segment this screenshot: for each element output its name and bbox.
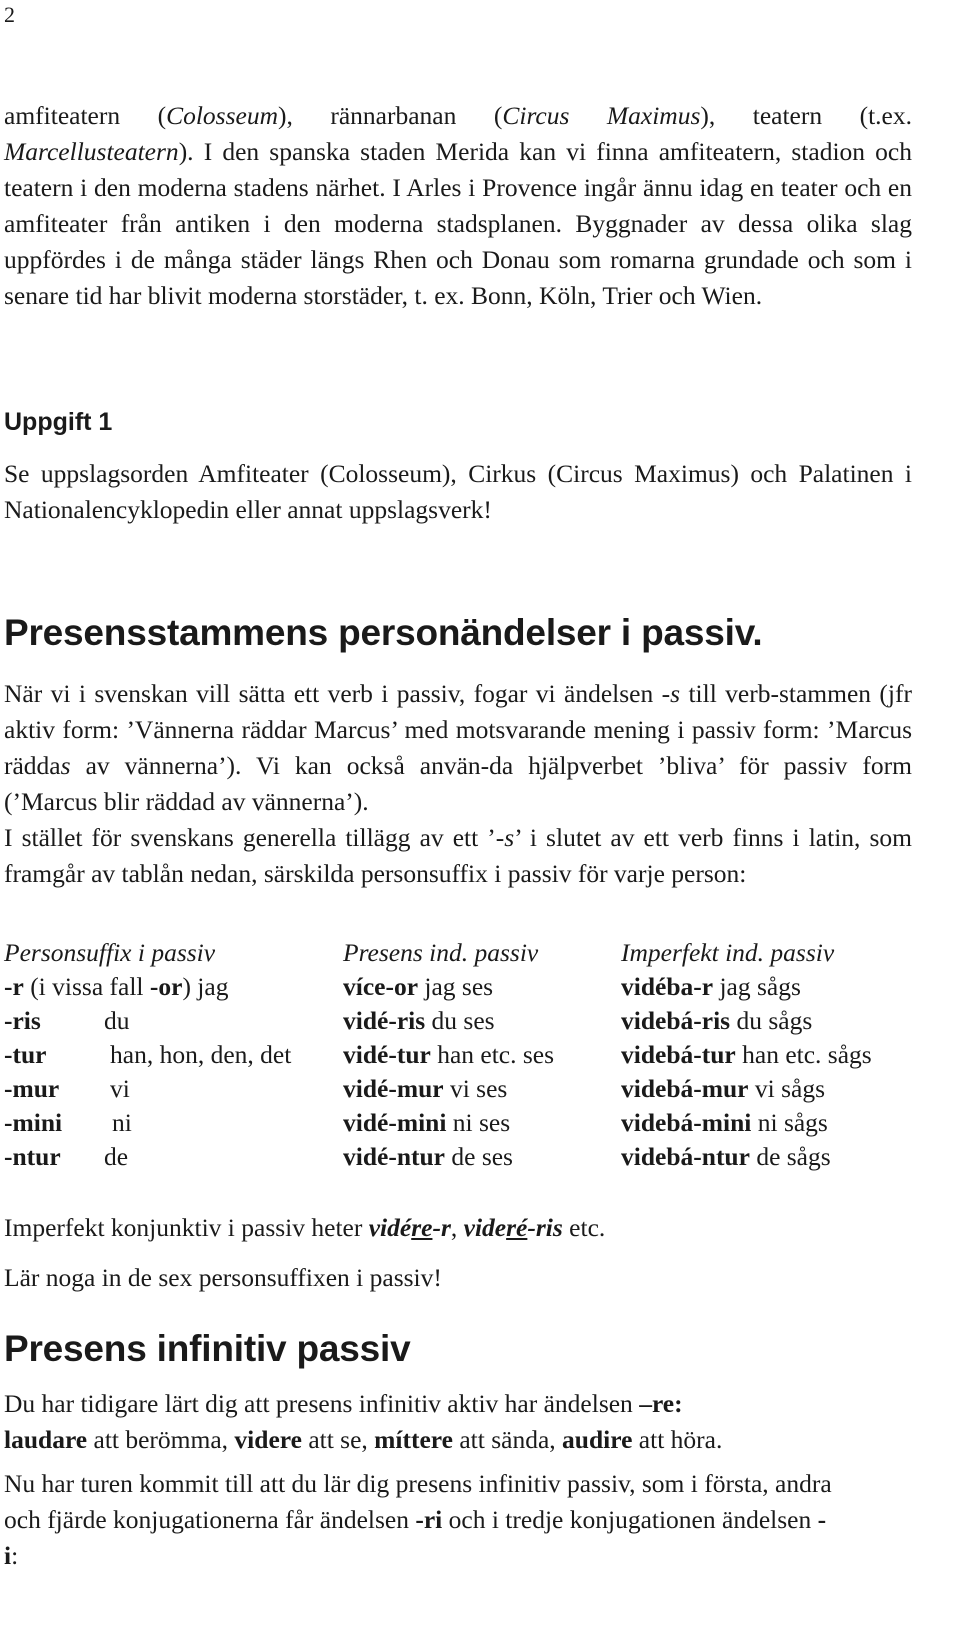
table-header: Imperfekt ind. passiv bbox=[621, 938, 835, 967]
suffix: -tur bbox=[4, 1040, 47, 1069]
suffix: -mini bbox=[4, 1108, 63, 1137]
infinitive-text: : bbox=[11, 1541, 19, 1570]
present-cell bbox=[343, 1006, 495, 1036]
intro-text: ), teatern (t.ex. bbox=[700, 101, 912, 130]
suffix-meaning: ni bbox=[112, 1108, 132, 1137]
intro-colosseum: Colosseum bbox=[166, 101, 279, 130]
suffix-cell bbox=[4, 1040, 46, 1070]
verb-videre: videre bbox=[234, 1425, 302, 1454]
konjunktiv-text: , bbox=[450, 1213, 464, 1242]
verb-translation: att sända, bbox=[452, 1425, 563, 1454]
uppgift-heading: Uppgift 1 bbox=[4, 408, 113, 436]
passive-text: av vännerna’). Vi kan också använ-da hjälpverbet ’bliva’ för passiv form (’Marcus blir räddad av vännerna’). bbox=[4, 751, 912, 816]
suffix-cell bbox=[4, 1074, 59, 1104]
infinitive-text: Nu har turen kommit till att du lär dig presens infinitiv passiv, som i första, andra och fjärde konjugationerna får ändelsen bbox=[4, 1469, 832, 1534]
suffix-intro-paragraph bbox=[4, 820, 912, 892]
imperfect-translation: han etc. sågs bbox=[735, 1040, 872, 1069]
passive-s: s bbox=[60, 751, 71, 780]
suffix-alt: -or bbox=[149, 972, 183, 1001]
suffix-text: I stället för svenskans generella tillägg av ett ’- bbox=[4, 823, 505, 852]
imperfect-form: videbá-mur bbox=[621, 1074, 749, 1103]
verb-translation: att se, bbox=[301, 1425, 375, 1454]
imperfect-cell bbox=[621, 1074, 825, 1104]
present-form: vidé-tur bbox=[343, 1040, 431, 1069]
passive-text: till verb-stammen (jfr aktiv form: ’Vännerna räddar Marcus’ med motsvarande mening i passiv form: ’Marcus rädda bbox=[4, 679, 912, 780]
suffix: -mur bbox=[4, 1074, 60, 1103]
suffix: -ntur bbox=[4, 1142, 61, 1171]
intro-text: ). I den spanska staden Merida kan vi finna amfiteatern, bbox=[178, 137, 782, 166]
present-form: více-or bbox=[343, 972, 419, 1001]
konjunktiv-text: Imperfekt konjunktiv i passiv heter bbox=[4, 1213, 369, 1242]
present-cell bbox=[343, 1074, 507, 1104]
present-cell bbox=[343, 972, 493, 1002]
table-header: Presens ind. passiv bbox=[343, 938, 539, 967]
konjunktiv-word: vidé bbox=[368, 1213, 412, 1242]
present-cell bbox=[343, 1040, 554, 1070]
present-cell bbox=[343, 1142, 513, 1172]
infinitive-ending: –re: bbox=[639, 1389, 683, 1418]
passive-intro-paragraph bbox=[4, 676, 912, 820]
passive-text: När vi i svenskan vill sätta ett verb i passiv, fogar vi ändelsen - bbox=[4, 679, 671, 708]
konjunktiv-line bbox=[4, 1210, 912, 1246]
present-translation: ni ses bbox=[446, 1108, 511, 1137]
section-heading-passive-suffixes: Presensstammens personändelser i passiv. bbox=[4, 612, 763, 653]
konjunktiv-word: -r bbox=[432, 1213, 451, 1242]
intro-text: stadion och teatern i den moderna stadens närhet. I Arles i Provence ingår ännu idag en teater och en amfiteater från antiken i den moderna stadsplanen. Byggnader av dessa olika slag uppfördes i de många städer längs Rhen och Donau som romarna grundade och som i senare tid har blivit moderna storstäder, t. ex. Bonn, Köln, Trier och Wien. bbox=[4, 137, 913, 310]
learn-line: Lär noga in de sex personsuffixen i passiv! bbox=[4, 1263, 442, 1292]
infinitive-text: och i tredje konjugationen ändelsen bbox=[442, 1505, 818, 1534]
imperfect-cell bbox=[621, 972, 801, 1002]
suffix-text: ’ i slutet av ett verb finns i latin, som framgår av tablån nedan, särskilda personsuffix i passiv för varje person: bbox=[4, 823, 912, 888]
suffix-cell bbox=[4, 1108, 62, 1138]
imperfect-cell bbox=[621, 1142, 831, 1172]
infinitive-passive-paragraph bbox=[4, 1466, 834, 1574]
present-cell bbox=[343, 1108, 510, 1138]
imperfect-form: videbá-ris bbox=[621, 1006, 731, 1035]
table-header: Personsuffix i passiv bbox=[4, 938, 216, 967]
suffix-cell bbox=[4, 1006, 41, 1036]
infinitive-ending-i: -i bbox=[4, 1505, 827, 1570]
imperfect-cell bbox=[621, 1108, 828, 1138]
konjunktiv-underlined: re bbox=[411, 1213, 433, 1242]
present-form: vidé-mur bbox=[343, 1074, 444, 1103]
imperfect-cell bbox=[621, 1040, 872, 1070]
verb-translation: att berömma, bbox=[87, 1425, 235, 1454]
imperfect-form: videbá-ntur bbox=[621, 1142, 750, 1171]
imperfect-translation: de sågs bbox=[749, 1142, 831, 1171]
suffix-cell bbox=[4, 972, 228, 1002]
suffix-s: s bbox=[504, 823, 515, 852]
infinitive-ending-ri: -ri bbox=[415, 1505, 443, 1534]
imperfect-form: videbá-mini bbox=[621, 1108, 752, 1137]
intro-paragraph bbox=[4, 98, 912, 314]
imperfect-translation: vi sågs bbox=[748, 1074, 825, 1103]
suffix-meaning: vi bbox=[110, 1074, 130, 1103]
verb-laudare: laudare bbox=[4, 1425, 88, 1454]
suffix: -r bbox=[4, 972, 24, 1001]
intro-marcellus: Marcellusteatern bbox=[4, 137, 179, 166]
imperfect-form: vidéba-r bbox=[621, 972, 714, 1001]
passive-s: s bbox=[670, 679, 681, 708]
page-number: 2 bbox=[4, 2, 15, 27]
konjunktiv-underlined: ré bbox=[506, 1213, 528, 1242]
suffix-meaning: ) jag bbox=[182, 972, 229, 1001]
infinitive-text: Du har tidigare lärt dig att presens infinitiv aktiv har ändelsen bbox=[4, 1389, 640, 1418]
konjunktiv-word: vide bbox=[463, 1213, 507, 1242]
present-translation: jag ses bbox=[418, 972, 494, 1001]
intro-circus: Circus Maximus bbox=[502, 101, 701, 130]
imperfect-cell bbox=[621, 1006, 812, 1036]
present-translation: han etc. ses bbox=[430, 1040, 555, 1069]
suffix: -ris bbox=[4, 1006, 41, 1035]
verb-audire: audire bbox=[562, 1425, 633, 1454]
present-translation: du ses bbox=[425, 1006, 495, 1035]
present-translation: de ses bbox=[445, 1142, 513, 1171]
imperfect-form: videbá-tur bbox=[621, 1040, 736, 1069]
suffix-meaning: (i vissa fall bbox=[23, 972, 150, 1001]
konjunktiv-word: -ris bbox=[527, 1213, 563, 1242]
intro-text: amfiteatern ( bbox=[4, 101, 167, 130]
imperfect-translation: jag sågs bbox=[713, 972, 801, 1001]
intro-text: ), rännarbanan ( bbox=[278, 101, 503, 130]
verb-translation: att höra. bbox=[632, 1425, 723, 1454]
present-form: vidé-ntur bbox=[343, 1142, 445, 1171]
verb-mittere: míttere bbox=[374, 1425, 453, 1454]
present-form: vidé-mini bbox=[343, 1108, 447, 1137]
present-form: vidé-ris bbox=[343, 1006, 426, 1035]
suffix-cell bbox=[4, 1142, 61, 1172]
section-heading-infinitive-passive: Presens infinitiv passiv bbox=[4, 1328, 411, 1369]
imperfect-translation: ni sågs bbox=[751, 1108, 828, 1137]
konjunktiv-text: etc. bbox=[562, 1213, 606, 1242]
suffix-meaning: de bbox=[104, 1142, 129, 1171]
suffix-meaning: han, hon, den, det bbox=[110, 1040, 292, 1069]
present-translation: vi ses bbox=[443, 1074, 508, 1103]
uppgift-text: Se uppslagsorden Amfiteater (Colosseum), Cirkus (Circus Maximus) och Palatinen i Nationalencyklopedin eller annat uppslagsverk! bbox=[4, 459, 912, 524]
imperfect-translation: du sågs bbox=[730, 1006, 813, 1035]
infinitive-active-paragraph bbox=[4, 1386, 912, 1458]
suffix-meaning: du bbox=[104, 1006, 130, 1035]
